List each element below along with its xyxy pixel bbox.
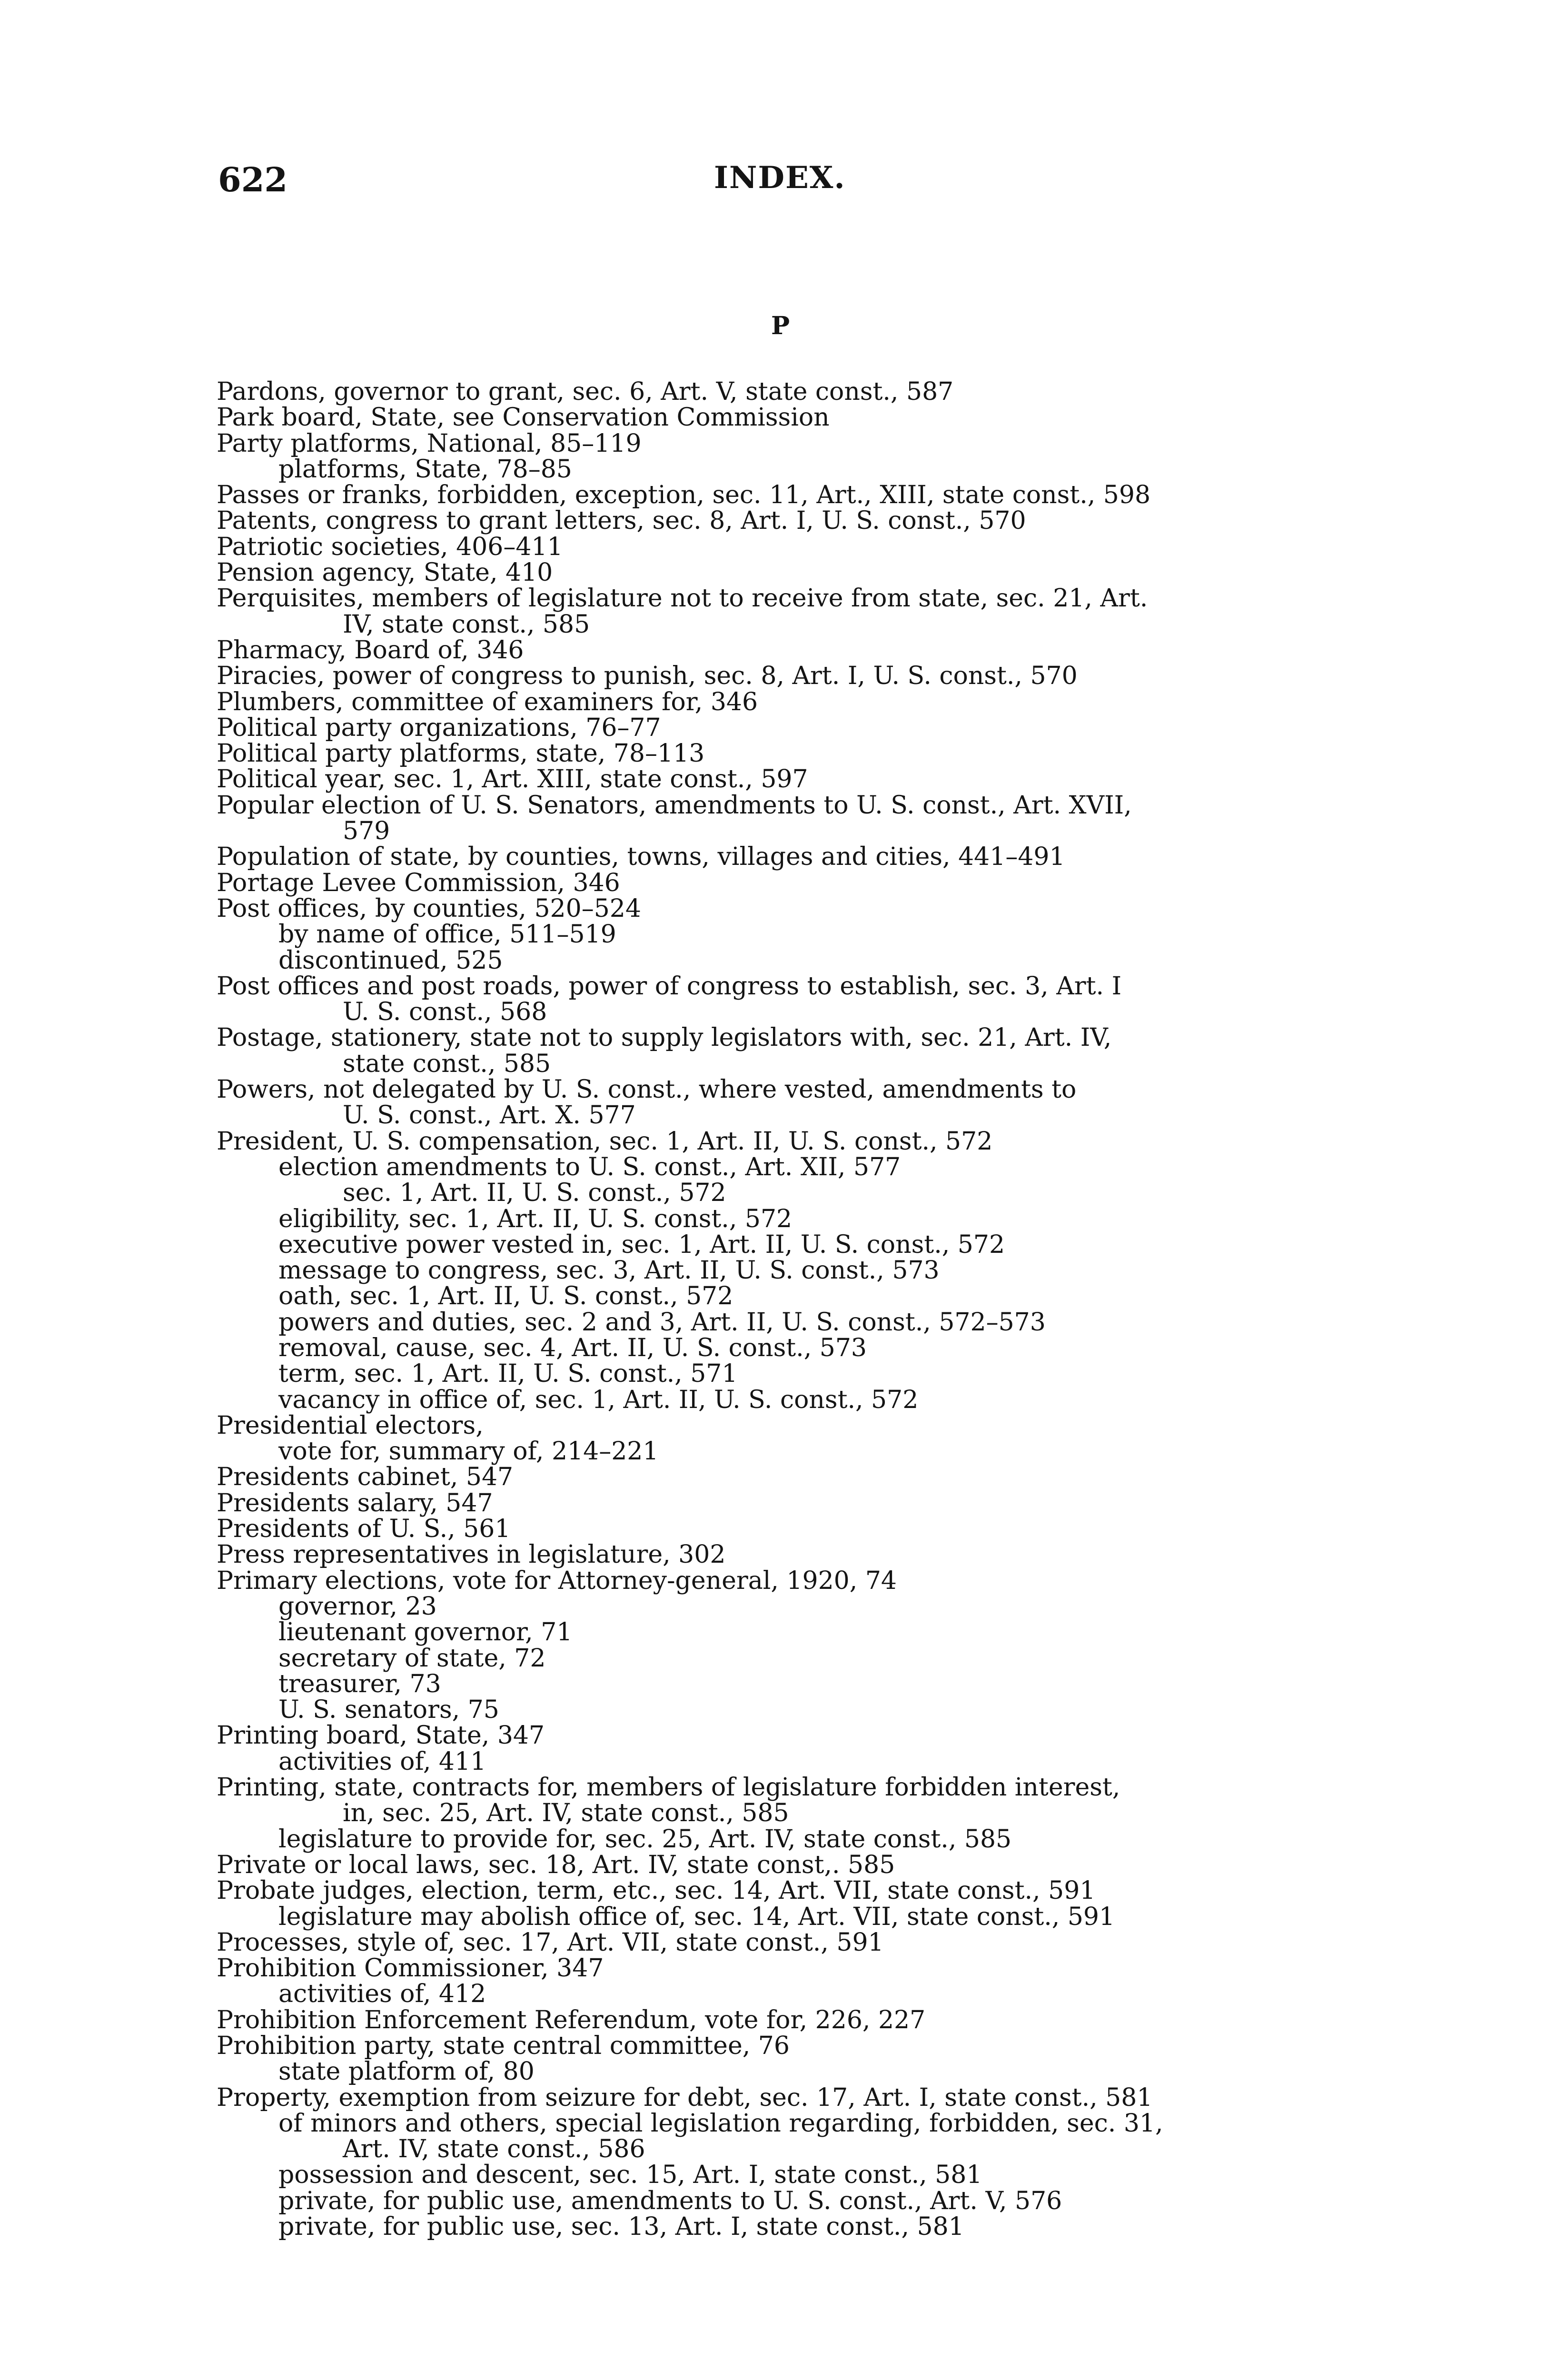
index-subentry: removal, cause, sec. 4, Art. II, U. S. const., 573 — [278, 1333, 867, 1362]
index-subentry: possession and descent, sec. 15, Art. I, state const., 581 — [278, 2161, 982, 2190]
index-entry: Presidents of U. S., 561 — [217, 1515, 511, 1544]
index-entry-continuation: sec. 1, Art. II, U. S. const., 572 — [343, 1179, 726, 1208]
page-title: INDEX. — [714, 160, 846, 196]
index-entry-continuation: in, sec. 25, Art. IV, state const., 585 — [343, 1799, 789, 1828]
index-entry: Printing, state, contracts for, members of legislature forbidden interest, — [217, 1773, 1120, 1802]
index-entry: Park board, State, see Conservation Commission — [217, 403, 830, 432]
section-letter: P — [771, 311, 790, 340]
index-entry: Prohibition party, state central committee, 76 — [217, 2032, 790, 2060]
index-entry: Property, exemption from seizure for debt, sec. 17, Art. I, state const., 581 — [217, 2083, 1153, 2112]
index-entry: Party platforms, National, 85–119 — [217, 429, 642, 458]
index-subentry: governor, 23 — [278, 1592, 437, 1621]
index-entry: Primary elections, vote for Attorney-general, 1920, 74 — [217, 1566, 897, 1595]
index-subentry: message to congress, sec. 3, Art. II, U. S. const., 573 — [278, 1256, 940, 1285]
index-subentry: oath, sec. 1, Art. II, U. S. const., 572 — [278, 1282, 733, 1311]
index-entry: President, U. S. compensation, sec. 1, Art. II, U. S. const., 572 — [217, 1127, 993, 1156]
index-entry: Presidential electors, — [217, 1411, 484, 1440]
index-subentry: term, sec. 1, Art. II, U. S. const., 571 — [278, 1359, 738, 1388]
index-subentry: legislature may abolish office of, sec. 14, Art. VII, state const., 591 — [278, 1902, 1115, 1931]
index-entry: Patriotic societies, 406–411 — [217, 532, 563, 561]
index-entry-continuation: Art. IV, state const., 586 — [343, 2135, 645, 2164]
index-entry-continuation: U. S. const., 568 — [343, 998, 547, 1027]
index-entry: Prohibition Enforcement Referendum, vote for, 226, 227 — [217, 2005, 926, 2034]
index-entry: Press representatives in legislature, 302 — [217, 1540, 726, 1569]
index-entry: Passes or franks, forbidden, exception, sec. 11, Art., XIII, state const., 598 — [217, 481, 1151, 510]
index-entry: Perquisites, members of legislature not to receive from state, sec. 21, Art. — [217, 584, 1148, 613]
index-subentry: eligibility, sec. 1, Art. II, U. S. const., 572 — [278, 1204, 793, 1233]
index-subentry: executive power vested in, sec. 1, Art. II, U. S. const., 572 — [278, 1230, 1005, 1259]
index-entry-list — [217, 379, 1359, 2240]
index-subentry: of minors and others, special legislation regarding, forbidden, sec. 31, — [278, 2109, 1163, 2138]
index-entry: Plumbers, committee of examiners for, 346 — [217, 687, 758, 716]
index-entry: Portage Levee Commission, 346 — [217, 868, 620, 897]
index-subentry: vacancy in office of, sec. 1, Art. II, U. S. const., 572 — [278, 1385, 919, 1414]
index-entry: Pardons, governor to grant, sec. 6, Art. V, state const., 587 — [217, 377, 954, 406]
index-subentry: activities of, 411 — [278, 1747, 486, 1776]
index-entry-continuation: U. S. const., Art. X. 577 — [343, 1101, 636, 1130]
index-subentry: powers and duties, sec. 2 and 3, Art. II, U. S. const., 572–573 — [278, 1308, 1046, 1337]
index-entry: Pension agency, State, 410 — [217, 558, 553, 587]
index-subentry: activities of, 412 — [278, 1980, 486, 2009]
index-entry: Post offices and post roads, power of congress to establish, sec. 3, Art. I — [217, 972, 1122, 1001]
index-entry: Political year, sec. 1, Art. XIII, state const., 597 — [217, 765, 808, 794]
index-entry: Popular election of U. S. Senators, amendments to U. S. const., Art. XVII, — [217, 791, 1132, 820]
index-entry: Presidents salary, 547 — [217, 1488, 493, 1517]
index-subentry: treasurer, 73 — [278, 1669, 441, 1698]
index-entry-continuation: IV, state const., 585 — [343, 610, 590, 639]
index-entry: Presidents cabinet, 547 — [217, 1463, 514, 1492]
index-entry: Prohibition Commissioner, 347 — [217, 1954, 604, 1983]
page-number: 622 — [218, 160, 288, 199]
index-subentry: lieutenant governor, 71 — [278, 1618, 573, 1647]
index-subentry: legislature to provide for, sec. 25, Art. IV, state const., 585 — [278, 1825, 1012, 1854]
index-subentry: vote for, summary of, 214–221 — [278, 1437, 659, 1466]
index-entry: Printing board, State, 347 — [217, 1721, 545, 1750]
index-entry: Postage, stationery, state not to supply legislators with, sec. 21, Art. IV, — [217, 1023, 1112, 1052]
index-entry: Post offices, by counties, 520–524 — [217, 894, 641, 923]
index-subentry: secretary of state, 72 — [278, 1644, 546, 1673]
index-subentry: by name of office, 511–519 — [278, 920, 616, 949]
index-subentry: platforms, State, 78–85 — [278, 455, 572, 484]
index-entry: Probate judges, election, term, etc., sec. 14, Art. VII, state const., 591 — [217, 1876, 1096, 1905]
index-entry: Population of state, by counties, towns, villages and cities, 441–491 — [217, 843, 1065, 872]
index-entry: Patents, congress to grant letters, sec. 8, Art. I, U. S. const., 570 — [217, 506, 1026, 536]
index-entry-continuation: 579 — [343, 817, 390, 846]
index-entry: Powers, not delegated by U. S. const., where vested, amendments to — [217, 1075, 1077, 1104]
index-entry: Political party organizations, 76–77 — [217, 713, 661, 742]
index-subentry: private, for public use, amendments to U. S. const., Art. V, 576 — [278, 2186, 1062, 2215]
index-subentry: U. S. senators, 75 — [278, 1696, 499, 1725]
index-subentry: private, for public use, sec. 13, Art. I, state const., 581 — [278, 2212, 964, 2241]
index-entry: Processes, style of, sec. 17, Art. VII, state const., 591 — [217, 1928, 884, 1957]
index-subentry: state platform of, 80 — [278, 2057, 535, 2086]
index-subentry: discontinued, 525 — [278, 946, 503, 975]
index-entry: Piracies, power of congress to punish, sec. 8, Art. I, U. S. const., 570 — [217, 662, 1078, 691]
index-entry: Private or local laws, sec. 18, Art. IV, state const,. 585 — [217, 1850, 895, 1879]
index-entry-continuation: state const., 585 — [343, 1049, 551, 1078]
index-entry: Political party platforms, state, 78–113 — [217, 739, 705, 768]
index-subentry: election amendments to U. S. const., Art. XII, 577 — [278, 1152, 901, 1181]
index-entry: Pharmacy, Board of, 346 — [217, 635, 524, 664]
